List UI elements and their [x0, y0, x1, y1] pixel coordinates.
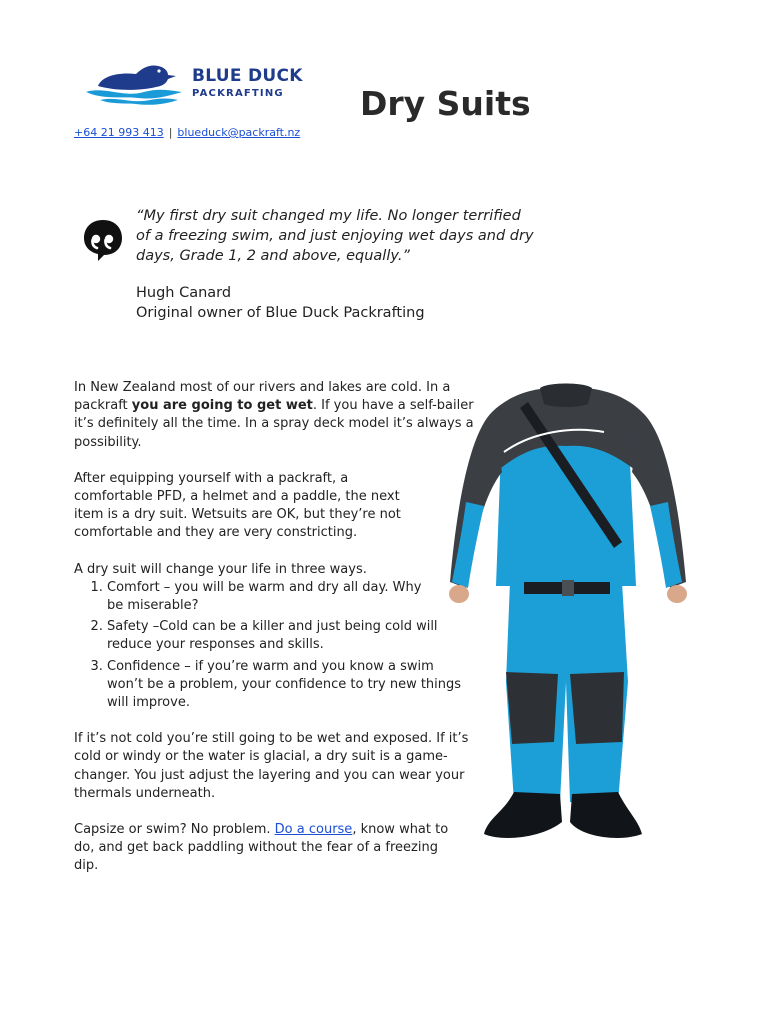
- paragraph-course-text-b: , know what to do, and get back paddling without the fear of a freezing dip.: [74, 822, 449, 874]
- brand-logo[interactable]: [84, 62, 304, 106]
- paragraph-intro-text-a: In New Zealand most of our rivers and lakes are cold. In a packraft: [74, 380, 451, 414]
- page-title: Dry Suits: [360, 84, 531, 123]
- testimonial: [136, 206, 536, 323]
- phone-link[interactable]: +64 21 993 413: [74, 126, 164, 139]
- contact-separator: |: [168, 126, 173, 139]
- list-item: 3. Confidence – if you’re warm and you know a swim won’t be a problem, your confidence to try new things will improve.: [107, 658, 472, 713]
- article-body: [74, 379, 494, 894]
- list-intro: A dry suit will change your life in three ways.: [74, 561, 367, 577]
- paragraph-course: [74, 821, 459, 876]
- paragraph-exposure: If it’s not cold you’re still going to be wet and exposed. If it’s cold or windy or the water is glacial, a dry suit is a game-changer. You just adjust the layering and you can wear your thermals underneath.: [74, 731, 469, 801]
- logo-subtitle: PACKRAFTING: [192, 88, 284, 99]
- logo-name: BLUE DUCK: [192, 66, 303, 86]
- paragraph-equipment: After equipping yourself with a packraft, a comfortable PFD, a helmet and a paddle, the next item is a dry suit. Wetsuits are OK, but they’re not comfortable and they are very constricting.: [74, 470, 401, 541]
- paragraph-course-text-a: Capsize or swim? No problem.: [74, 822, 275, 838]
- quote-author: Hugh Canard: [136, 285, 232, 301]
- course-link[interactable]: Do a course: [274, 822, 353, 838]
- list-item: 2. Safety –Cold can be a killer and just being cold will reduce your responses and skills.: [107, 618, 472, 654]
- duck-logo-icon: [84, 62, 190, 106]
- paragraph-intro-bold: you are going to get wet: [131, 398, 313, 414]
- email-link[interactable]: blueduck@packraft.nz: [177, 126, 301, 139]
- quote-icon: [82, 218, 124, 262]
- paragraph-intro: [74, 379, 494, 452]
- benefits-list: [74, 579, 494, 712]
- list-item: 1. Comfort – you will be warm and dry all day. Why be miserable?: [107, 579, 425, 615]
- quote-text: “My first dry suit changed my life. No longer terrified of a freezing swim, and just enjoying wet days and dry days, Grade 1, 2 and above, equally.”: [136, 208, 534, 264]
- dry-suit-image: [432, 382, 702, 842]
- quote-author-role: Original owner of Blue Duck Packrafting: [136, 305, 425, 321]
- contact-line: [74, 126, 300, 139]
- paragraph-intro-text-b: . If you have a self-bailer it’s definitely all the time. In a spray deck model it’s always a possibility.: [74, 398, 474, 450]
